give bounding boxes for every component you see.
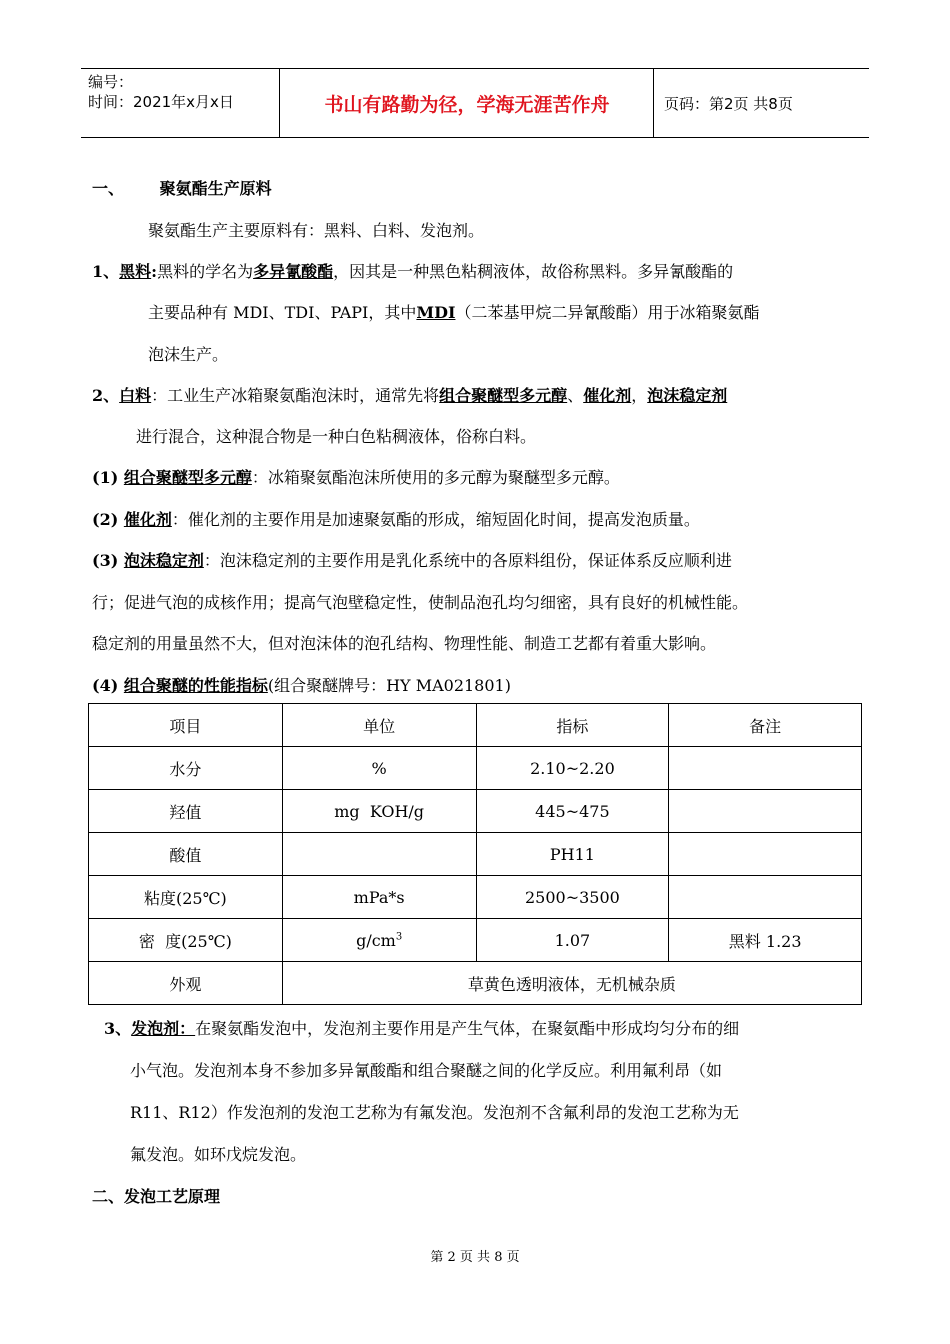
item-black-material: [92, 259, 733, 282]
header-page-code: 页码：第2页 共8页: [664, 94, 793, 113]
table-cell: 黑料 1.23: [669, 919, 862, 962]
table-header: 备注: [669, 704, 862, 747]
text: 在聚氨酯发泡中，发泡剂主要作用是产生气体，在聚氨酯中形成均匀分布的细: [195, 1019, 740, 1038]
item-name: 黑料: [119, 262, 152, 281]
sub-number: (2): [92, 510, 124, 529]
table-header: 指标: [476, 704, 669, 747]
section-intro: 聚氨酯生产主要原料有：黑料、白料、发泡剂。: [148, 221, 485, 240]
term-stabilizer: 泡沫稳定剂: [647, 386, 728, 405]
table-cell: 草黄色透明液体，无机械杂质: [282, 962, 861, 1005]
table-cell: [669, 790, 862, 833]
sub-name: 组合聚醚型多元醇: [123, 468, 252, 487]
table-cell: [669, 833, 862, 876]
item3-line2: 小气泡。发泡剂本身不参加多异氰酸酯和组合聚醚之间的化学反应。利用氟利昂（如: [130, 1061, 723, 1080]
header-motto: 书山有路勤为径，学海无涯苦作舟: [281, 69, 654, 137]
table-cell: 酸值: [89, 833, 283, 876]
section-heading-1: [92, 176, 272, 199]
table-row: [89, 962, 862, 1005]
section-title: 聚氨酯生产原料: [159, 179, 272, 198]
table-header: 项目: [89, 704, 283, 747]
sub-name: 泡沫稳定剂: [123, 551, 204, 570]
item1-line2: [148, 300, 759, 323]
table-cell: [669, 876, 862, 919]
table-row: [89, 833, 862, 876]
section-heading-2: 二、发泡工艺原理: [92, 1187, 221, 1206]
term-polyisocyanate: 多异氰酸酯: [253, 262, 334, 281]
term-catalyst: 催化剂: [583, 386, 632, 405]
text: ：工业生产冰箱聚氨酯泡沫时，通常先将: [151, 386, 440, 405]
text: （二苯基甲烷二异氰酸酯）用于冰箱聚氨酯: [455, 303, 760, 322]
sub-name: 组合聚醚的性能指标: [123, 676, 268, 695]
table-cell: 粘度(25℃): [89, 876, 283, 919]
sub-item-stabilizer: [92, 548, 732, 571]
density-unit-sup: 3: [395, 931, 403, 943]
table-cell: 1.07: [476, 919, 669, 962]
sub3-line3: 稳定剂的用量虽然不大，但对泡沫体的泡孔结构、物理性能、制造工艺都有着重大影响。: [92, 634, 717, 653]
table-cell: mg KOH/g: [282, 790, 476, 833]
table-header: 单位: [282, 704, 476, 747]
table-cell: 2500~3500: [476, 876, 669, 919]
item3-line3: R11、R12）作发泡剂的发泡工艺称为有氟发泡。发泡剂不含氟利昂的发泡工艺称为无: [130, 1103, 739, 1122]
colon: :: [151, 262, 158, 281]
table-cell: [282, 919, 476, 962]
spec-table: [88, 703, 862, 1005]
table-cell: 445~475: [476, 790, 669, 833]
table-cell: 羟值: [89, 790, 283, 833]
table-cell: 2.10~2.20: [476, 747, 669, 790]
item2-line2: 进行混合，这种混合物是一种白色粘稠液体，俗称白料。: [136, 427, 537, 446]
text: ：冰箱聚氨酯泡沫所使用的多元醇为聚醚型多元醇。: [251, 468, 620, 487]
time-label: 时间：2021年x月x日: [88, 93, 234, 111]
sub-number: (1): [92, 468, 124, 487]
item-number: 2、: [92, 386, 120, 405]
sub-item-spec: [92, 673, 511, 696]
table-cell: 密 度(25℃): [89, 919, 283, 962]
table-cell: 水分: [89, 747, 283, 790]
separator: 、: [567, 386, 584, 405]
table-header-row: [89, 704, 862, 747]
term-mdi: MDI: [416, 303, 456, 322]
text: ：泡沫稳定剂的主要作用是乳化系统中的各原料组份，保证体系反应顺利进: [203, 551, 732, 570]
table-cell: 外观: [89, 962, 283, 1005]
table-cell: mPa*s: [282, 876, 476, 919]
sub-number: (4): [92, 676, 124, 695]
item-name: 发泡剂：: [131, 1019, 196, 1038]
item-white-material: [92, 383, 727, 406]
sub3-line2: 行；促进气泡的成核作用；提高气泡壁稳定性，使制品泡孔均匀细密，具有良好的机械性能。: [92, 593, 749, 612]
term-polyol: 组合聚醚型多元醇: [439, 386, 568, 405]
table-row: [89, 876, 862, 919]
table-row: [89, 919, 862, 962]
item-number: 3、: [104, 1019, 132, 1038]
page-footer: 第 2 页 共 8 页: [430, 1250, 520, 1265]
text: ，因其是一种黑色粘稠液体，故俗称黑料。多异氰酸酯的: [333, 262, 734, 281]
number-label: 编号：: [88, 73, 134, 91]
item-number: 1、: [92, 262, 120, 281]
text: 主要品种有 MDI、TDI、PAPI，其中: [148, 303, 417, 322]
item1-line3: 泡沫生产。: [148, 345, 229, 364]
table-cell: %: [282, 747, 476, 790]
item-blowing-agent: [104, 1016, 739, 1039]
page-header: [81, 68, 869, 138]
sub-item-polyol: [92, 465, 620, 488]
table-cell: [669, 747, 862, 790]
sub-name: 催化剂: [123, 510, 172, 529]
text: (组合聚醚牌号：HY MA021801): [267, 676, 511, 695]
text: 黑料的学名为: [157, 262, 254, 281]
density-unit: g/cm: [356, 930, 396, 950]
table-cell: PH11: [476, 833, 669, 876]
separator: ，: [631, 386, 648, 405]
header-meta: [81, 69, 280, 137]
section-number: 一、: [92, 179, 125, 198]
sub-number: (3): [92, 551, 124, 570]
item-name: 白料: [119, 386, 152, 405]
item3-line4: 氟发泡。如环戊烷发泡。: [130, 1145, 307, 1164]
table-row: [89, 747, 862, 790]
sub-item-catalyst: [92, 507, 700, 530]
text: ：催化剂的主要作用是加速聚氨酯的形成，缩短固化时间，提高发泡质量。: [171, 510, 700, 529]
table-cell: [282, 833, 476, 876]
table-row: [89, 790, 862, 833]
